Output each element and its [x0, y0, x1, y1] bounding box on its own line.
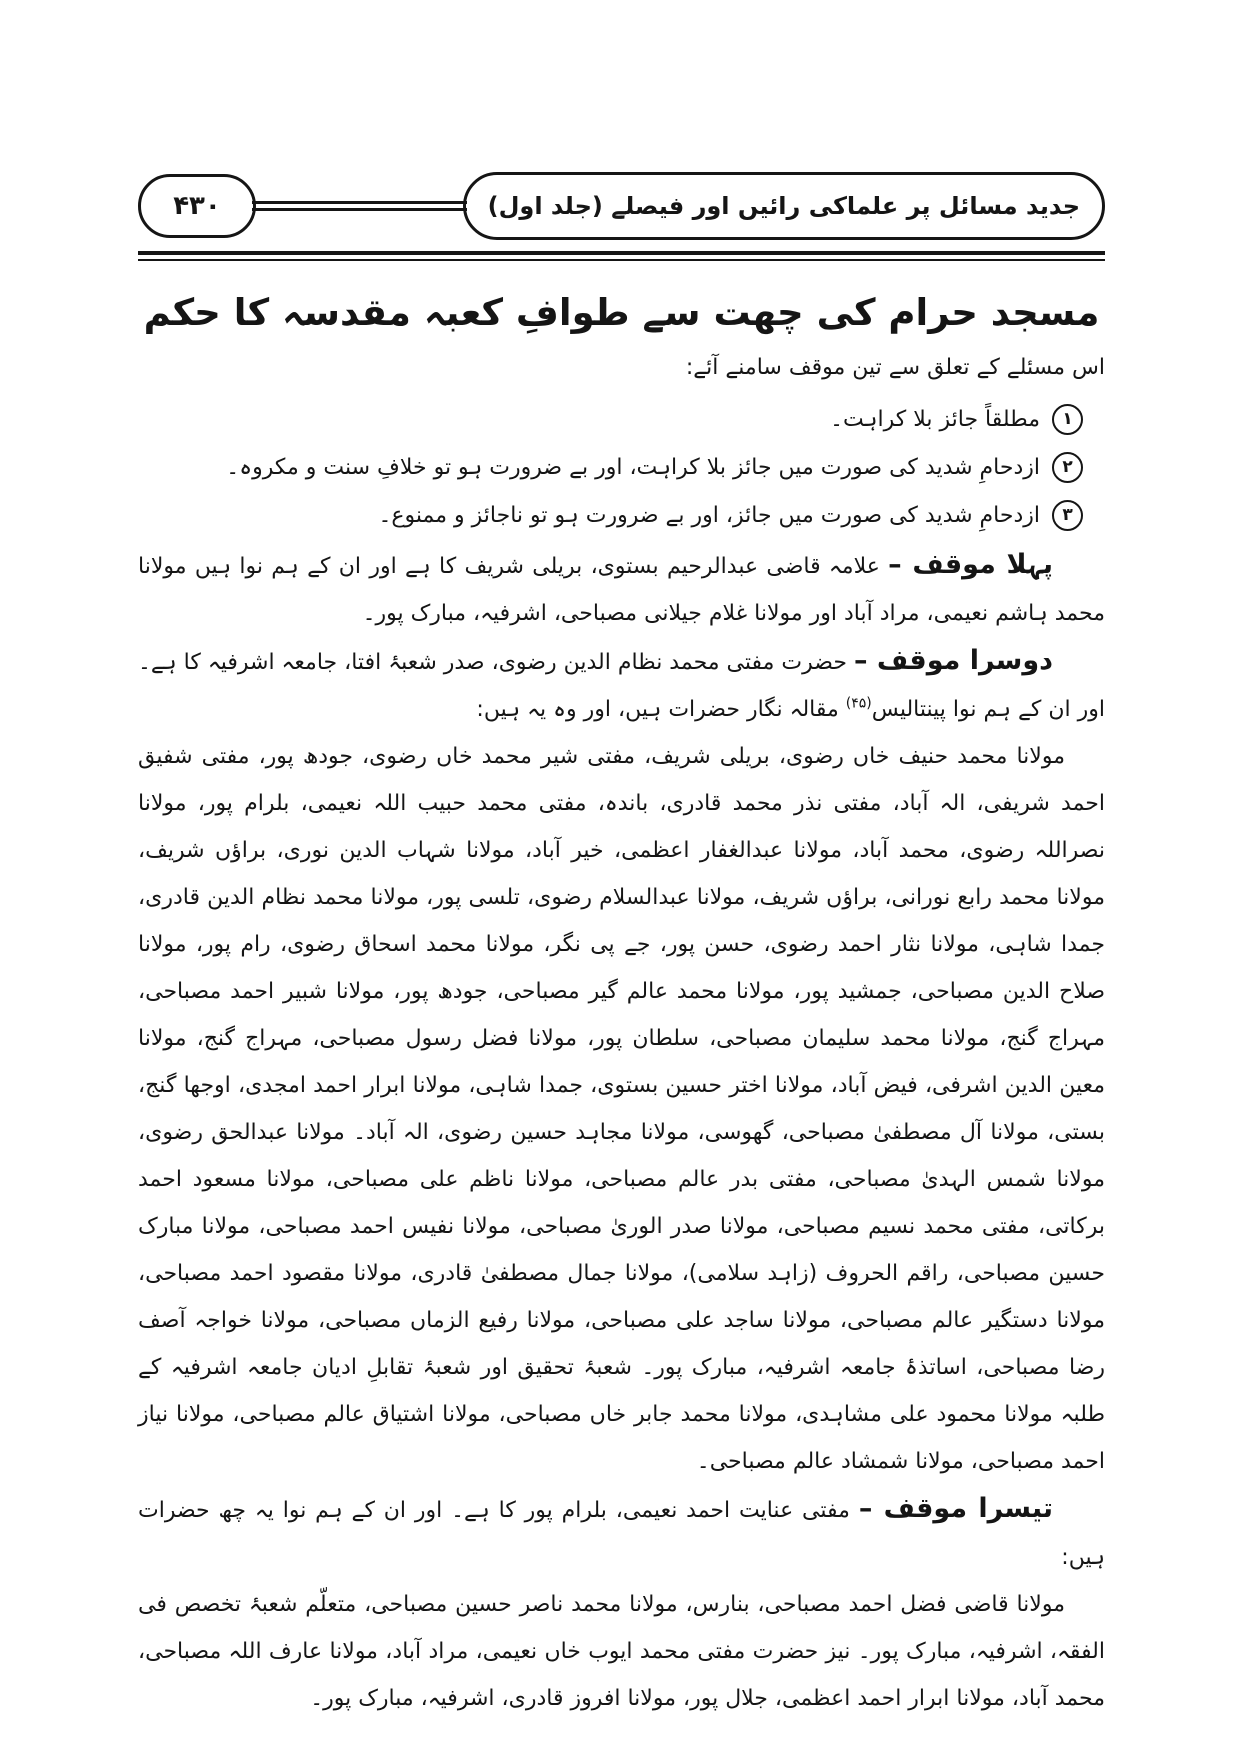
book-title-badge — [463, 172, 1105, 240]
running-header — [138, 170, 1105, 242]
section-second-position — [138, 637, 1105, 733]
page-number-badge — [138, 174, 256, 238]
article-title: مسجد حرام کی چھت سے طوافِ کعبہ مقدسہ کا حکم — [143, 291, 1100, 334]
circled-number-icon: ۲ — [1052, 452, 1083, 483]
third-position-names: مولانا قاضی فضل احمد مصباحی، بنارس، مولانا محمد ناصر حسین مصباحی، متعلّم شعبۂ تخصص فی الفقہ، اشرفیہ، مبارک پور۔ نیز حضرت مفتی محمد ایوب خاں نعیمی، مراد آباد، مولانا عارف اللہ مصباحی، محمد آباد، مولانا ابرار احمد اعظمی، جلال پور، مولانا افروز قادری، اشرفیہ، مبارک پور۔ — [138, 1592, 1105, 1711]
header-rule — [138, 251, 1105, 261]
section-body: مقالہ نگار حضرات ہیں، اور وہ یہ ہیں: — [476, 697, 839, 722]
section-heading: تیسرا موقف – — [858, 1493, 1053, 1524]
page-number: ۴۳۰ — [173, 191, 221, 221]
section-heading: پہلا موقف – — [888, 549, 1053, 580]
section-first-position — [138, 541, 1105, 637]
section-body: مفتی عنایت احمد نعیمی، بلرام پور کا ہے۔ اور ان کے ہم نوا یہ چھ حضرات ہیں: — [138, 1498, 1105, 1570]
position-text: ازدحامِ شدید کی صورت میں جائز بلا کراہت، اور بے ضرورت ہو تو خلافِ سنت و مکروہ۔ — [226, 454, 1040, 480]
circled-number-icon: ۱ — [1052, 404, 1083, 435]
intro-line: اس مسئلے کے تعلق سے تین موقف سامنے آئے: — [685, 355, 1105, 380]
section-heading: دوسرا موقف – — [853, 645, 1053, 676]
section-body: حضرت مفتی محمد نظام الدین رضوی، صدر شعبۂ افتا، جامعہ اشرفیہ کا ہے۔ اور ان کے ہم نوا پینتالیس — [137, 650, 1105, 722]
book-title: جدید مسائل پر علماکی رائیں اور فیصلے (جلد اول) — [487, 192, 1080, 220]
section-third-position — [138, 1485, 1105, 1581]
article-body — [138, 344, 1105, 1722]
circled-number-icon: ۳ — [1052, 500, 1083, 531]
position-text: ازدحامِ شدید کی صورت میں جائز، اور بے ضرورت ہو تو ناجائز و ممنوع۔ — [378, 502, 1040, 528]
position-item-3 — [138, 491, 1083, 539]
position-item-2 — [138, 443, 1083, 491]
positions-list — [138, 395, 1105, 539]
section-body: علامہ قاضی عبدالرحیم بستوی، بریلی شریف کا ہے اور ان کے ہم نوا ہیں مولانا محمد ہاشم نعیمی، مراد آباد اور مولانا غلام جیلانی مصباحی، اشرفیہ، مبارک پور۔ — [138, 554, 1105, 626]
position-item-1 — [138, 395, 1083, 443]
second-position-names: مولانا محمد حنیف خاں رضوی، بریلی شریف، مفتی شیر محمد خاں رضوی، جودھ پور، مفتی شفیق احمد شریفی، الہ آباد، مفتی نذر محمد قادری، باندہ، مفتی محمد حبیب اللہ نعیمی، بلرام پور، مولانا نصراللہ رضوی، محمد آباد، مولانا عبدالغفار اعظمی، خیر آباد، مولانا شہاب الدین نوری، براؤں شریف، مولانا محمد رابع نورانی، براؤں شریف، مولانا عبدالسلام رضوی، تلسی پور، مولانا محمد نظام الدین قادری، جمدا شاہی، مولانا نثار احمد رضوی، حسن پور، جے پی نگر، مولانا محمد اسحاق رضوی، رام پور، مولانا صلاح الدین مصباحی، جمشید پور، مولانا محمد عالم گیر مصباحی، جودھ پور، مولانا شبیر احمد مصباحی، مہراج گنج، مولانا محمد سلیمان مصباحی، سلطان پور، مولانا فضل رسول مصباحی، مہراج گنج، مولانا معین الدین اشرفی، فیض آباد، مولانا اختر حسین بستوی، جمدا شاہی، مولانا ابرار احمد امجدی، اوجھا گنج، بستی، مولانا آل مصطفیٰ مصباحی، گھوسی، مولانا مجاہد حسین رضوی، الہ آباد۔ مولانا عبدالحق رضوی، مولانا شمس الہدیٰ مصباحی، مفتی بدر عالم مصباحی، مولانا ناظم علی مصباحی، مولانا مسعود احمد برکاتی، مفتی محمد نسیم مصباحی، مولانا صدر الوریٰ مصباحی، مولانا نفیس احمد مصباحی، مولانا مبارک حسین مصباحی، راقم الحروف (زاہد سلامی)، مولانا جمال مصطفیٰ قادری، مولانا مقصود احمد مصباحی، مولانا دستگیر عالم مصباحی، مولانا ساجد علی مصباحی، مولانا رفیع الزماں مصباحی، مولانا خواجہ آصف رضا مصباحی، اساتذۂ جامعہ اشرفیہ، مبارک پور۔ شعبۂ تحقیق اور شعبۂ تقابلِ ادیان جامعہ اشرفیہ کے طلبہ مولانا محمود علی مشاہدی، مولانا محمد جابر خاں مصباحی، مولانا اشتیاق عالم مصباحی، مولانا نیاز احمد مصباحی، مولانا شمشاد عالم مصباحی۔ — [138, 744, 1105, 1474]
position-text: مطلقاً جائز بلا کراہت۔ — [830, 406, 1040, 432]
footnote-marker: (۴۵) — [845, 695, 872, 712]
header-double-line — [252, 201, 467, 211]
